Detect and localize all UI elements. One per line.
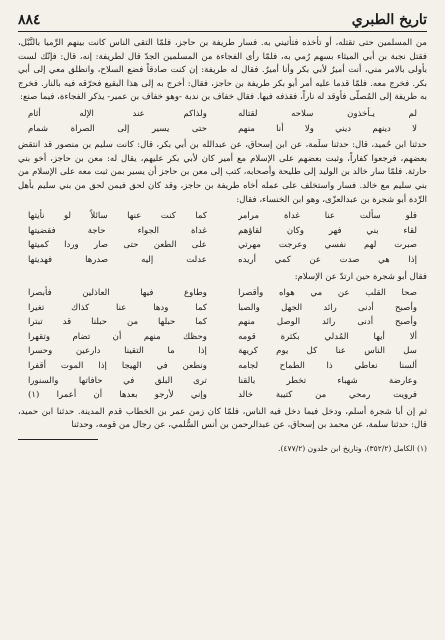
- verse-second-hemistich: ونطعن في الهيجا إذا الموت أقفرا: [28, 361, 207, 372]
- verse-second-hemistich: ترى البلق في حافاتها والسنورا: [28, 375, 207, 386]
- verse-second-hemistich: وطاوع فيها العاذلين فأبصرا: [28, 288, 207, 299]
- page-number: ٨٨٤: [18, 12, 41, 28]
- verse-first-hemistich: إذا هي صدت عن كمي أريده: [238, 254, 417, 265]
- poem-2: [18, 209, 427, 267]
- verse-first-hemistich: لقاء بني فهر وكان لقاؤهم: [238, 225, 417, 236]
- verse-second-hemistich: غداة الجواء حاجة فقضيتها: [28, 225, 207, 236]
- running-title: تاريخ الطبري: [351, 12, 427, 28]
- verse-line: [18, 388, 427, 403]
- verse-second-hemistich: وحظك منهم أن تضام وتقهرا: [28, 331, 207, 342]
- verse-first-hemistich: لم يـأخذون سلاحه لقتاله: [238, 108, 417, 119]
- verse-second-hemistich: [28, 388, 207, 403]
- verse-line: [18, 315, 427, 330]
- verse-line: [18, 253, 427, 268]
- verse-line: [18, 330, 427, 345]
- page-header: [18, 8, 427, 32]
- footnote: (١) الكامل (٣٥٢/٢)، وتاريخ ابن خلدون (٤٧٧/٢).: [278, 444, 427, 454]
- verse-first-hemistich: ألا أيها المُدلي بكثرة قومه: [238, 331, 417, 342]
- verse-first-hemistich: صحا القلب عن مي هواه وأقصرا: [238, 288, 417, 299]
- verse-first-hemistich: فلو سألت عنا غداة مرامر: [238, 211, 417, 222]
- verse-first-hemistich: لا دينهم ديني ولا أنا منهم: [238, 123, 417, 134]
- paragraph-1: من المسلمين حتى تقتله، أو تأخذه فتأتيني به. فسار طريفة بن حاجز، فلمّا التقى الناس كانت بينهم الرِّميا بالنَّبْل، فقتل نجبة بن أبي الميثاء بسهم رُمي به، فلمّا رأى الفجاءة من المسلمين الجدّ قال لطريفة: إنه، قال: فإنّك لست بأولى بالامر مني، أنت أميرُ لأبي بكر وأنا أميرٌ. فقال له طريفة: إن كنت صادقاً فضع السلاح، وانطلق معي إلى أبي بكر. فخرج معه. فلمّا قدما عليه أمر أبو بكر طريفة بن حاجز، فقال: أخرج به إلى هذا البقيع فحرّقه فيه بالنار. فخرج به طريفة إلى المُصلّى فأوقد له ناراً، فقذفه فيها. فقال خفاف بن ندبة -وهو خفاف بن عمير- يذكر الفجاءة، فيما صنع:: [18, 38, 427, 103]
- verse-first-hemistich: وأصبح أدنى رائد الوصل منهم: [238, 317, 417, 328]
- verse-line: [18, 286, 427, 301]
- verse-first-hemistich: فرويت رمحي من كتيبة خالد: [238, 390, 417, 401]
- footnote-marker: (١): [28, 390, 40, 401]
- verse-second-hemistich: كما كنت عنها سائلاً لو نأيتها: [28, 211, 207, 222]
- verse-line: [18, 374, 427, 389]
- verse-line: [18, 238, 427, 253]
- verse-first-hemistich: وعارضة شهباء تخطر بالقنا: [238, 375, 417, 386]
- verse-line: [18, 107, 427, 122]
- poem-3: [18, 286, 427, 403]
- verse-second-hemistich: على الطعن حتى صار وردا كميتها: [28, 240, 207, 251]
- verse-line: [18, 224, 427, 239]
- verse-first-hemistich: وأصبح أدنى رائد الجهل والصبا: [238, 302, 417, 313]
- verse-first-hemistich: سل الناس عنا كل يوم كريهة: [238, 346, 417, 357]
- verse-second-hemistich: حتى يسير إلى الصراة شمام: [28, 123, 207, 134]
- verse-text: وإني لأرجو بعدها أن أعمرا: [56, 390, 207, 401]
- verse-line: [18, 344, 427, 359]
- verse-second-hemistich: إذا ما التقينا دارعين وحسرا: [28, 346, 207, 357]
- verse-line: [18, 301, 427, 316]
- verse-second-hemistich: ولذاكم عند الإله أثام: [28, 108, 207, 119]
- verse-first-hemistich: صبرت لهم نفسي وعرجت مهرتي: [238, 240, 417, 251]
- verse-second-hemistich: عدلت إليه صدرها فهديتها: [28, 254, 207, 265]
- paragraph-3: فقال أبو شجرة حين ارتدّ عن الإسلام:: [294, 271, 427, 282]
- paragraph-4: ثم إن أبا شجرة أسلم، ودخل فيما دخل فيه الناس، فلمّا كان زمن عمر بن الخطاب قدم المدينة. حدثنا ابن حميد، قال: حدثنا سلمة، عن محمد بن إسحاق، عن عبدالرحمن بن أنس السُّلمي، عن رجال من قومه، وحدثنا: [18, 406, 427, 431]
- verse-line: [18, 209, 427, 224]
- footnote-separator: [18, 439, 98, 440]
- verse-second-hemistich: كما ودها عنا كذاك تغيرا: [28, 302, 207, 313]
- paragraph-2: حدثنا ابن حُميد، قال: حدثنا سلَمة، عن ابن إسحاق، عن عبدالله بن أبي بكر، قال: كانت سليم بن منصور قد انتقض بعضهم، فرجعوا كفاراً، وثبت بعضهم على الإسلام مع أمير كان لأبي بكر عليهم، يقال له: معن بن حاجز، أخو بني حارثة. فلمّا سار خالد بن الوليد إلى طليحة وأصحابه، كتب إلى معن بن حاجز أن يسير بمن ثبت معه على الإسلام من بني سليم مع خالد. فسار واستخلف على عمله أخاه طريفة بن حاجز، وقد كان لحق فيمن لحق من بني سليم بأهل الرِّدة أبو شجرة بن عبدالعزّى، وهو ابن الخنساء، فقال:: [18, 140, 427, 205]
- verse-second-hemistich: كما حبلها من حبلنا قد تبترا: [28, 317, 207, 328]
- verse-first-hemistich: ألسنا نعاطي ذا الطماح لجامه: [238, 361, 417, 372]
- verse-line: [18, 359, 427, 374]
- poem-1: [18, 107, 427, 136]
- verse-line: [18, 122, 427, 137]
